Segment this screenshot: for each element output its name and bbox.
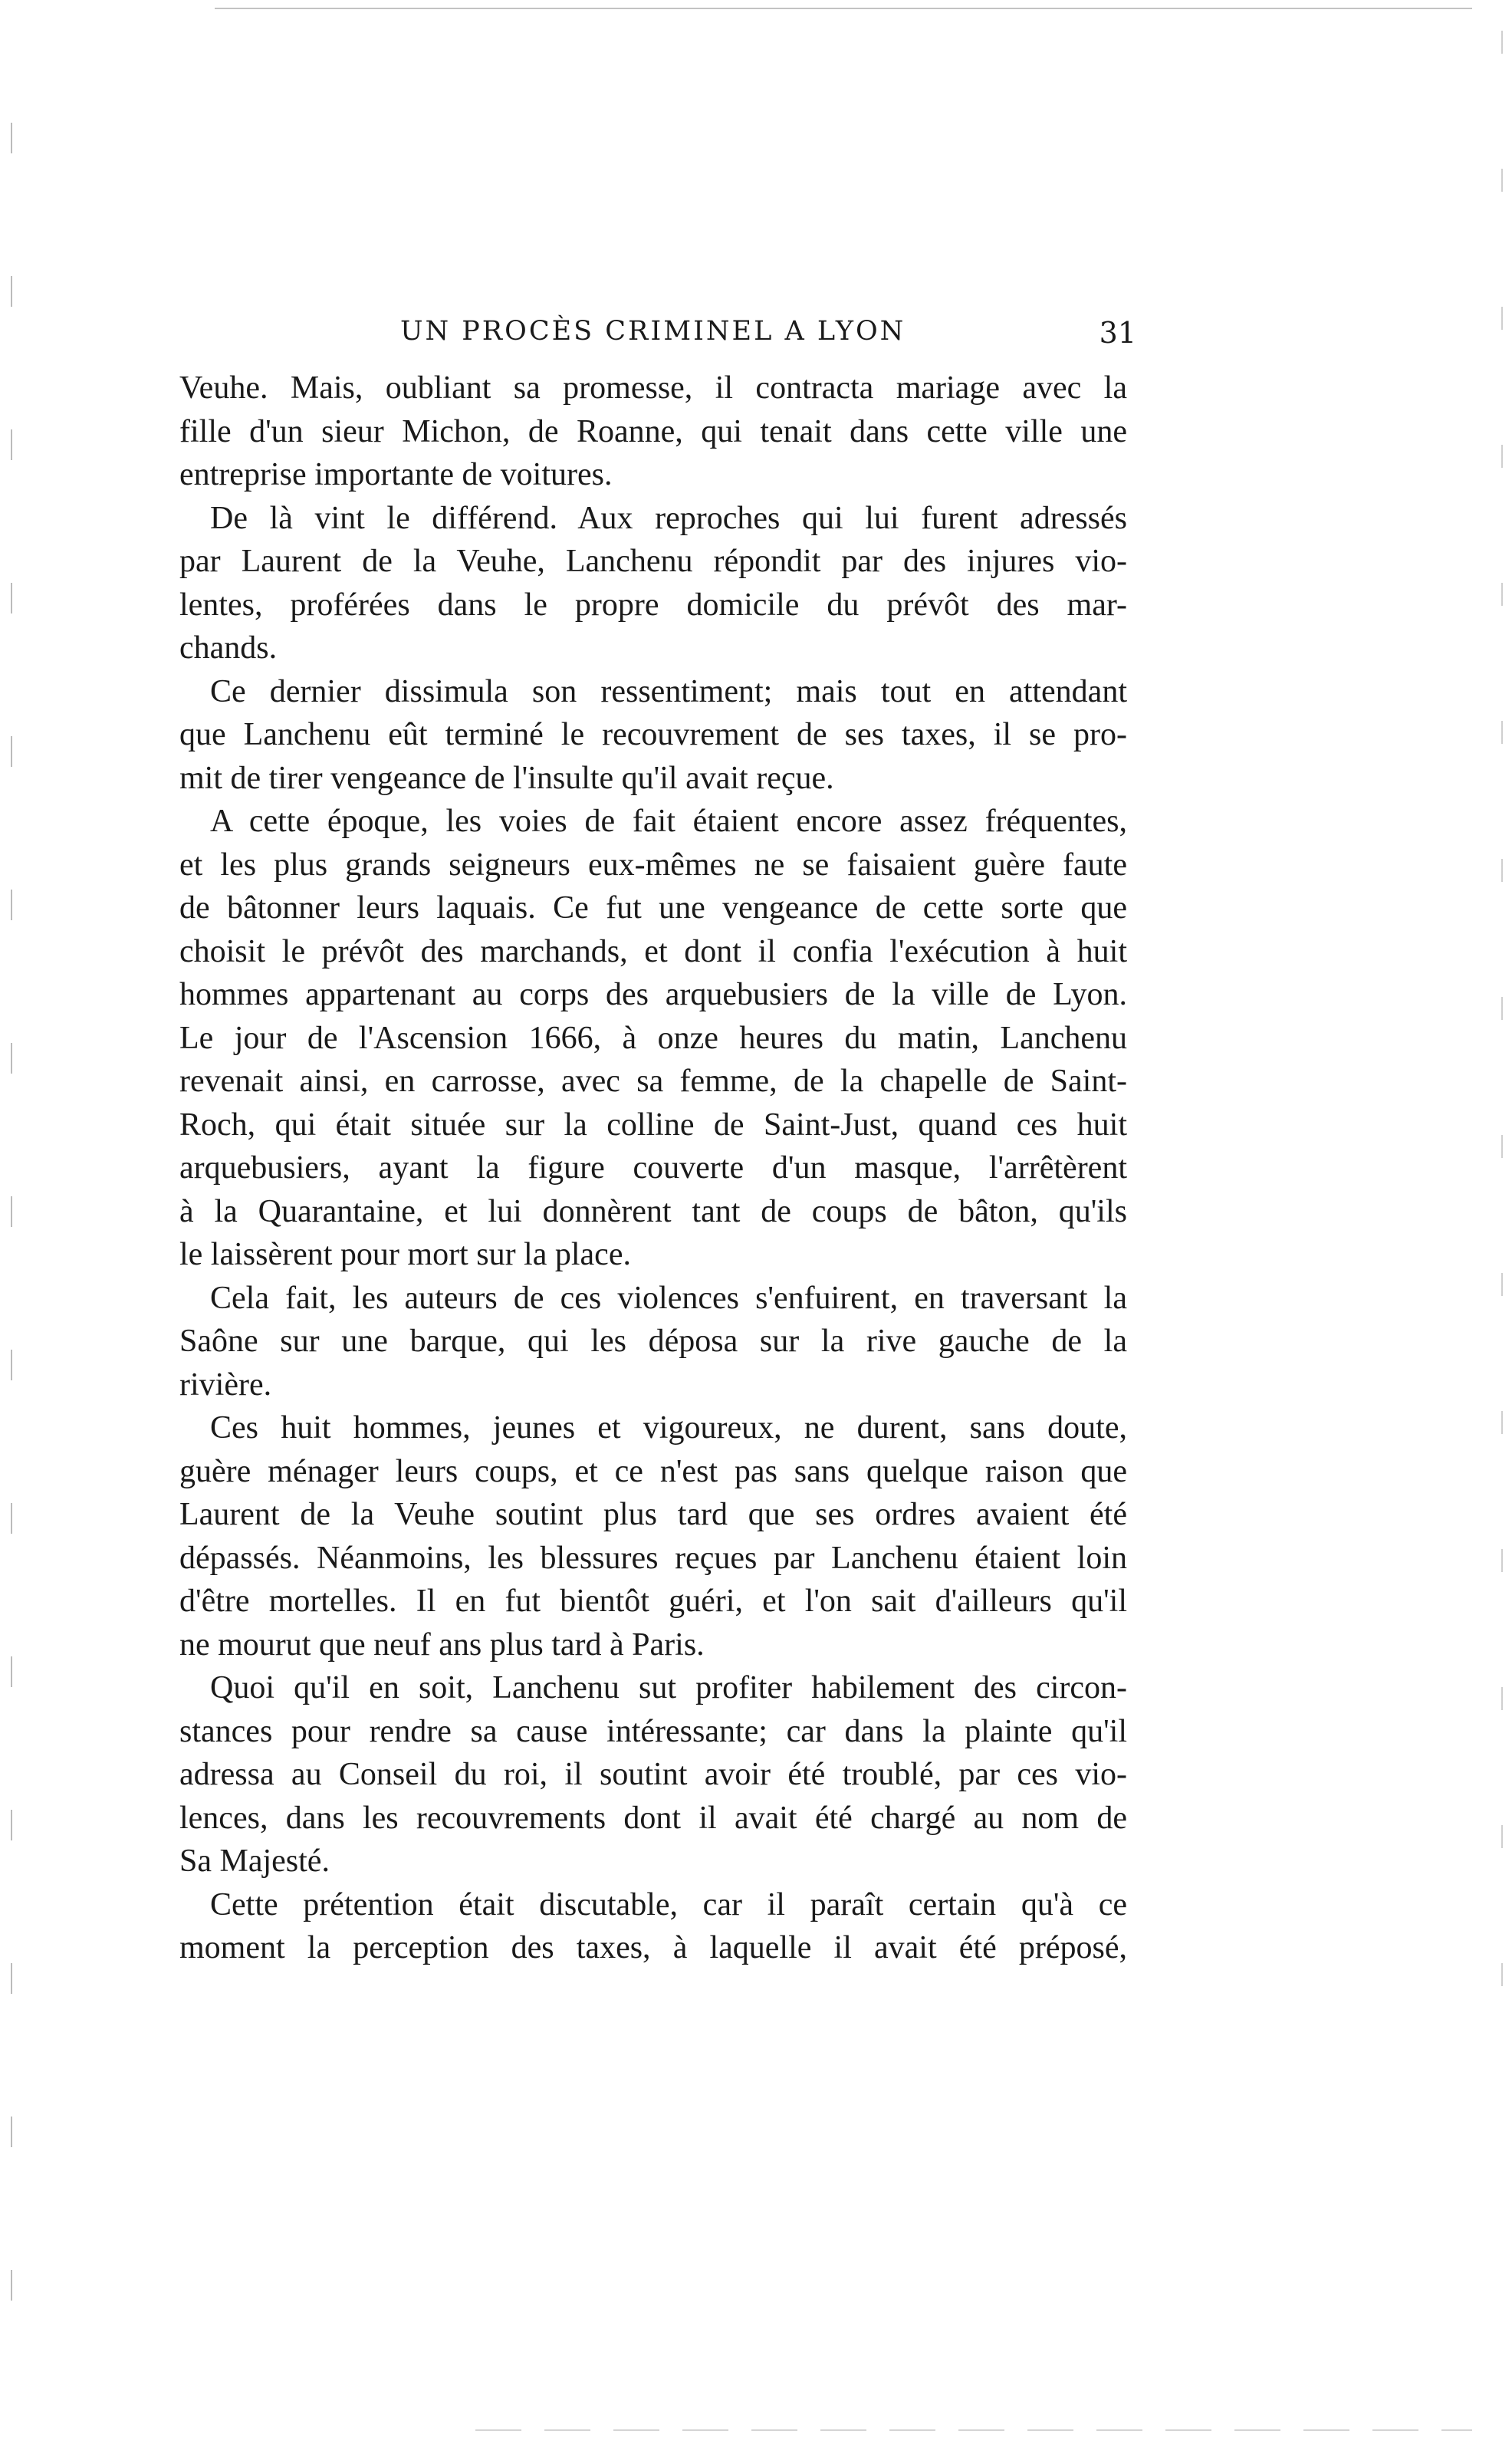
text-line: rivière. bbox=[179, 1367, 272, 1403]
text-line: Saône sur une barque, qui les déposa sur la rive gauche de la bbox=[179, 1324, 1127, 1359]
text-line: et les plus grands seigneurs eux-mêmes ne se faisaient guère faute bbox=[179, 847, 1127, 883]
text-line: revenait ainsi, en carrosse, avec sa femme, de la chapelle de Saint- bbox=[179, 1064, 1127, 1099]
text-line: moment la perception des taxes, à laquelle il avait été préposé, bbox=[179, 1930, 1127, 1965]
text-line: Ce dernier dissimula son ressentiment; mais tout en attendant bbox=[210, 673, 1127, 709]
scan-artifact-left-margin bbox=[11, 123, 12, 2347]
text-line: ne mourut que neuf ans plus tard à Paris. bbox=[179, 1626, 705, 1663]
text-line: Veuhe. Mais, oubliant sa promesse, il contracta mariage avec la bbox=[179, 370, 1127, 406]
text-line: Roch, qui était située sur la colline de Saint-Just, quand ces huit bbox=[179, 1107, 1127, 1143]
page-number: 31 bbox=[1099, 316, 1136, 350]
text-line: mit de tirer vengeance de l'insulte qu'il avait reçue. bbox=[179, 760, 834, 796]
text-line: Cette prétention était discutable, car il paraît certain qu'à ce bbox=[210, 1886, 1127, 1923]
text-line: De là vint le différend. Aux reproches qui lui furent adressés bbox=[210, 500, 1127, 536]
text-line: Sa Majesté. bbox=[179, 1844, 330, 1879]
text-line: lentes, proférées dans le propre domicile du prévôt des mar- bbox=[179, 587, 1127, 623]
scan-artifact-right-margin bbox=[1501, 31, 1503, 2024]
scan-artifact-top-rule bbox=[215, 8, 1472, 9]
text-line: Quoi qu'il en soit, Lanchenu sut profiter habilement des circon- bbox=[210, 1670, 1127, 1705]
text-line: A cette époque, les voies de fait étaient encore assez fréquentes, bbox=[210, 804, 1127, 839]
running-head bbox=[178, 316, 1136, 362]
text-line: fille d'un sieur Michon, de Roanne, qui tenait dans cette ville une bbox=[179, 413, 1127, 449]
text-line: le laissèrent pour mort sur la place. bbox=[179, 1237, 631, 1272]
text-line: choisit le prévôt des marchands, et dont il confia l'exécution à huit bbox=[179, 933, 1127, 969]
text-line: arquebusiers, ayant la figure couverte d'un masque, l'arrêtèrent bbox=[179, 1150, 1127, 1186]
text-line: dépassés. Néanmoins, les blessures reçues par Lanchenu étaient loin bbox=[179, 1540, 1127, 1576]
text-line: Ces huit hommes, jeunes et vigoureux, ne durent, sans doute, bbox=[210, 1410, 1127, 1446]
text-line: stances pour rendre sa cause intéressante; car dans la plainte qu'il bbox=[179, 1713, 1127, 1749]
text-line: chands. bbox=[179, 630, 278, 666]
text-line: adressa au Conseil du roi, il soutint avoir été troublé, par ces vio- bbox=[179, 1757, 1127, 1792]
text-line: hommes appartenant au corps des arquebusiers de la ville de Lyon. bbox=[179, 977, 1127, 1012]
text-line: à la Quarantaine, et lui donnèrent tant de coups de bâton, qu'ils bbox=[179, 1193, 1127, 1229]
text-line: par Laurent de la Veuhe, Lanchenu répondit par des injures vio- bbox=[179, 544, 1127, 579]
text-line: entreprise importante de voitures. bbox=[179, 457, 613, 492]
scan-artifact-bottom-rule bbox=[475, 2429, 1472, 2431]
text-line: de bâtonner leurs laquais. Ce fut une vengeance de cette sorte que bbox=[179, 890, 1127, 926]
text-line: d'être mortelles. Il en fut bientôt guéri, et l'on sait d'ailleurs qu'il bbox=[179, 1584, 1127, 1619]
text-line: Laurent de la Veuhe soutint plus tard que ses ordres avaient été bbox=[179, 1497, 1127, 1532]
running-title: UN PROCÈS CRIMINEL A LYON bbox=[400, 316, 906, 347]
text-line: Le jour de l'Ascension 1666, à onze heures du matin, Lanchenu bbox=[179, 1020, 1127, 1056]
body-text bbox=[179, 367, 1127, 1970]
text-line: Cela fait, les auteurs de ces violences s'enfuirent, en traversant la bbox=[210, 1280, 1127, 1316]
text-line: que Lanchenu eût terminé le recouvrement de ses taxes, il se pro- bbox=[179, 717, 1127, 752]
text-line: lences, dans les recouvrements dont il avait été chargé au nom de bbox=[179, 1800, 1127, 1836]
text-line: guère ménager leurs coups, et ce n'est pas sans quelque raison que bbox=[179, 1453, 1127, 1489]
